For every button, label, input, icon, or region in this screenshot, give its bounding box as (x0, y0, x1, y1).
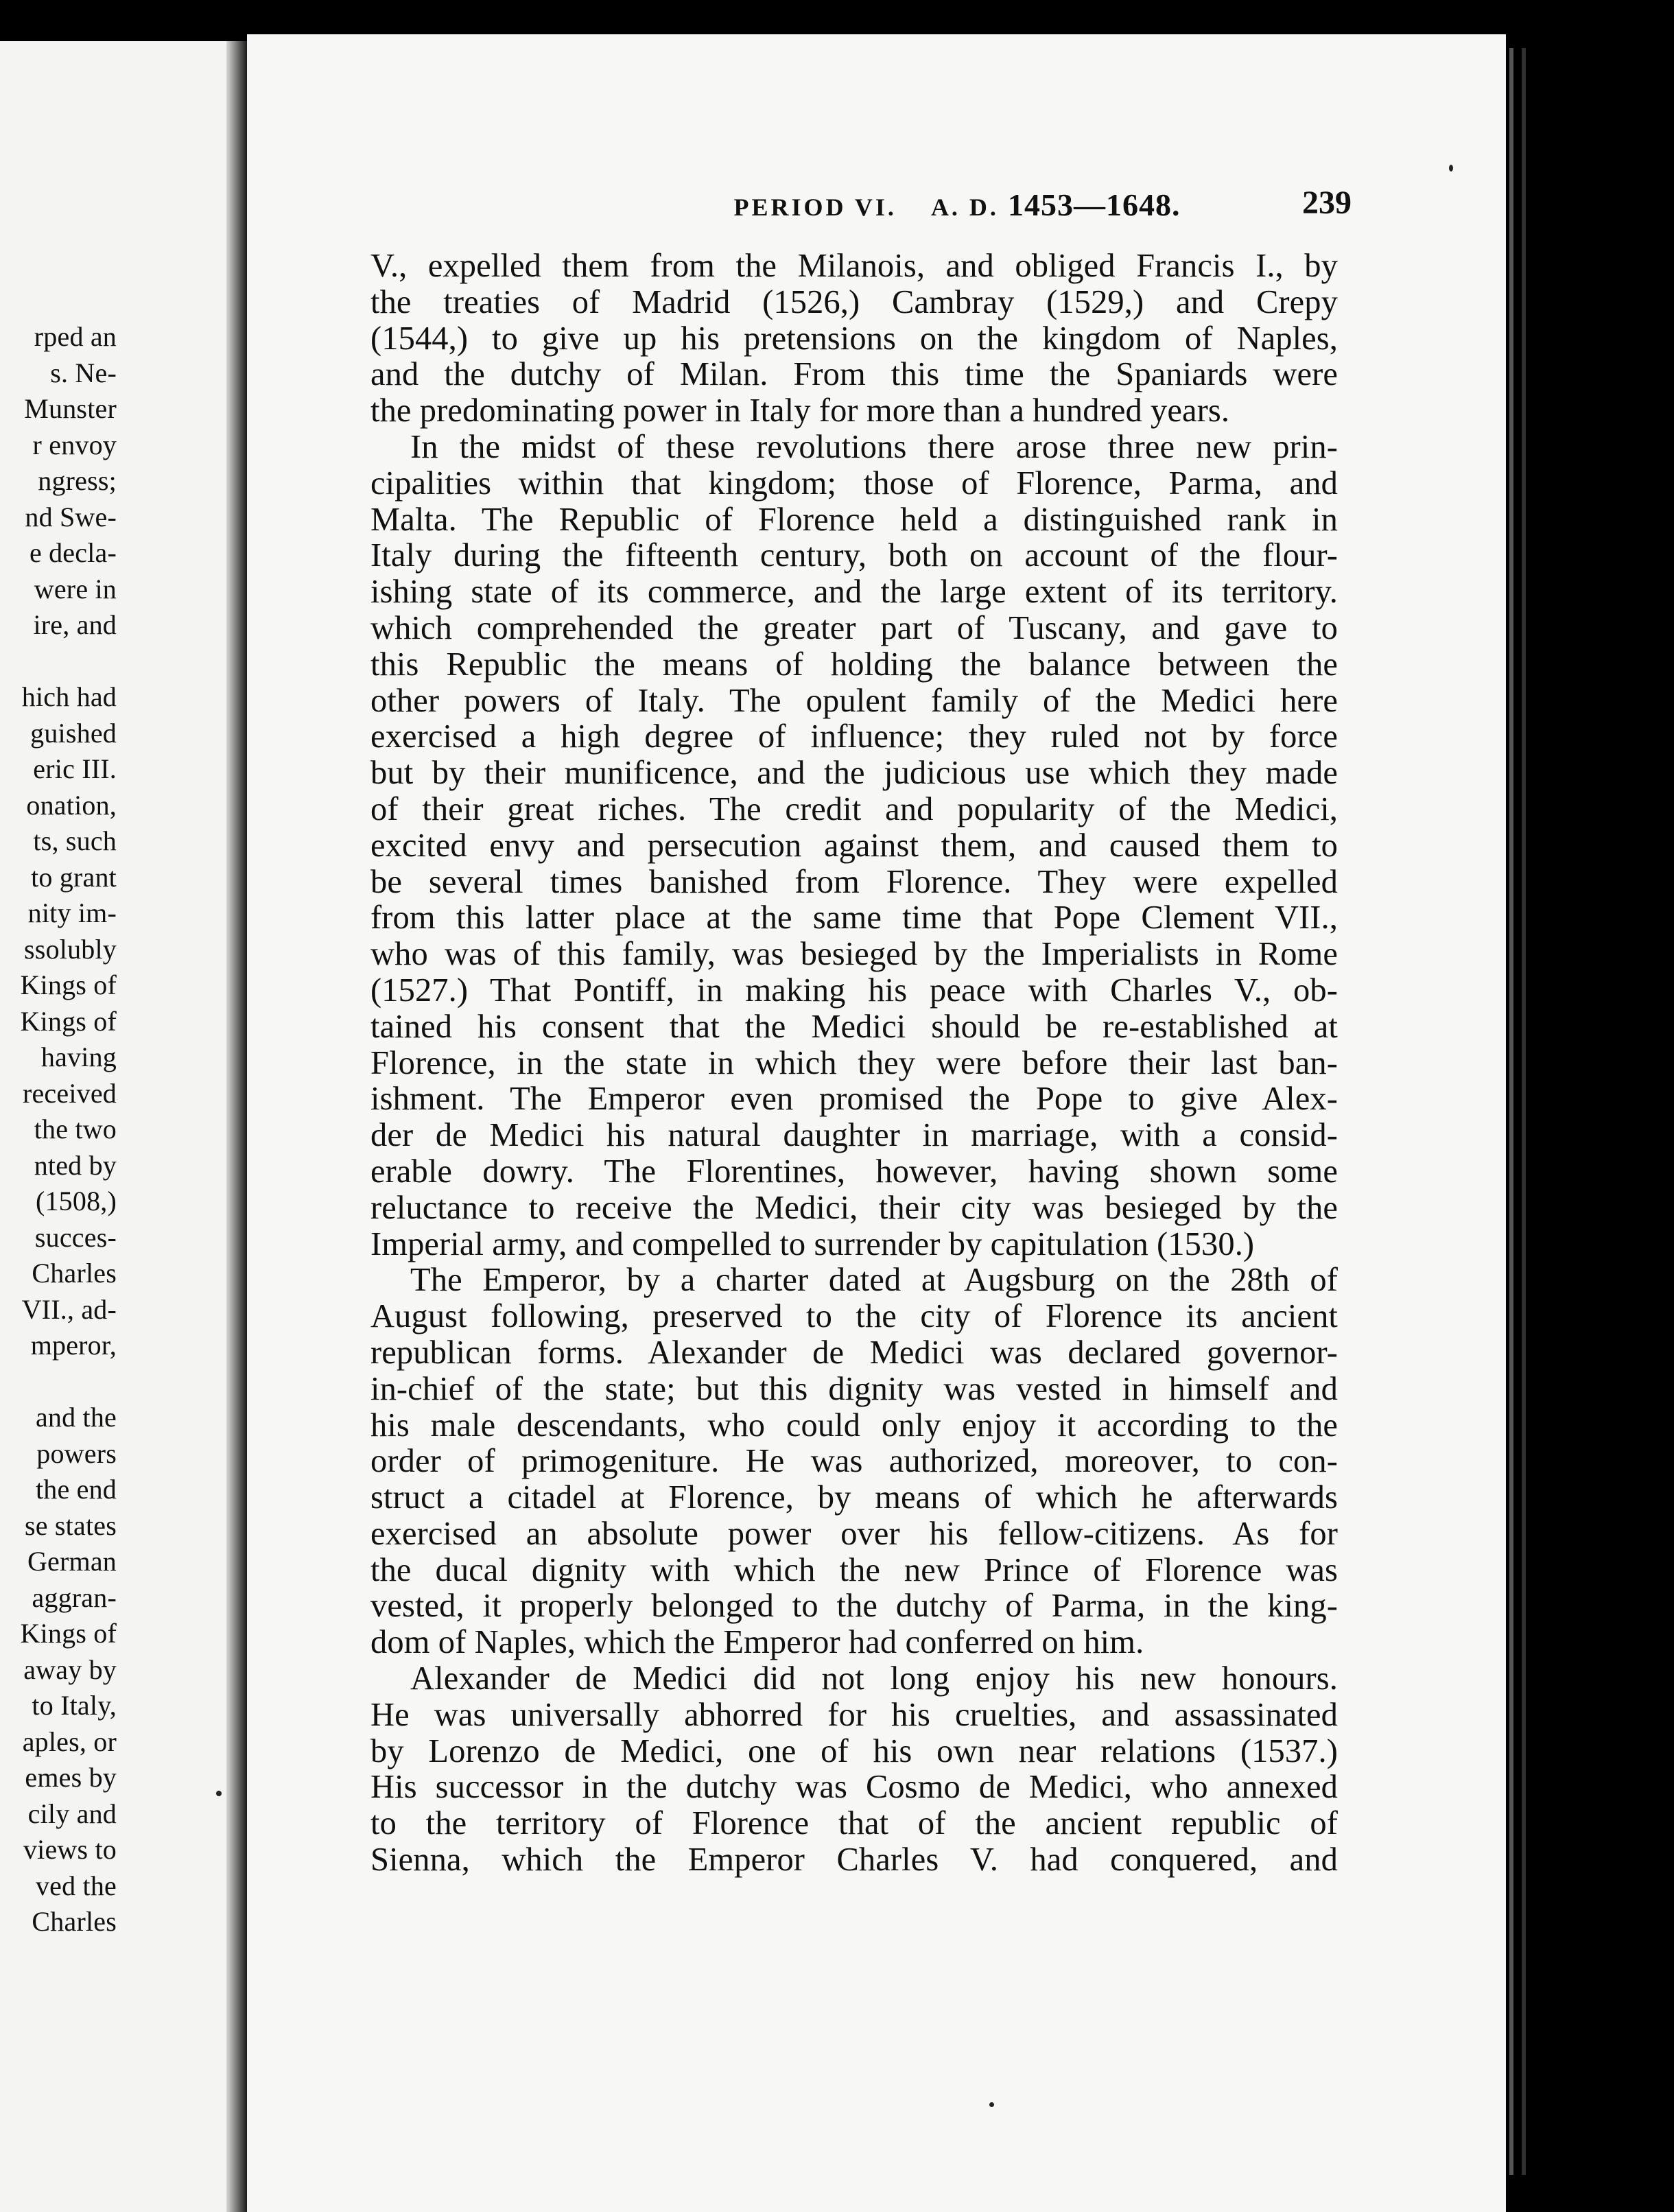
left-page-text (0, 319, 117, 1940)
left-page-line: nity im- (27, 897, 117, 928)
page-edge-line (1509, 48, 1513, 2175)
running-head-years: 1453—1648. (1007, 187, 1181, 222)
text-line: ishment. The Emperor even promised the Pope to give Alex- (370, 1081, 1338, 1118)
left-page-line: emes by (25, 1762, 117, 1793)
left-page-line: eric III. (33, 753, 117, 784)
left-page-line: onation, (26, 789, 117, 821)
left-page-line: se states (25, 1509, 117, 1541)
left-page-line: nd Swe- (25, 501, 117, 532)
left-page-line: ire, and (33, 609, 117, 640)
left-page-line: s. Ne- (50, 357, 117, 388)
text-line: to the territory of Florence that of the ancient republic of (370, 1805, 1338, 1842)
text-line: vested, it properly belonged to the dutchy of Parma, in the king- (370, 1588, 1338, 1625)
text-line: (1544,) to give up his pretensions on the kingdom of Naples, (370, 320, 1338, 357)
left-page-line: guished (30, 717, 117, 749)
book-gutter (226, 41, 247, 2212)
text-line: of their great riches. The credit and popularity of the Medici, (370, 790, 1338, 827)
left-facing-page (0, 41, 226, 2212)
left-page-line: hich had (21, 681, 117, 712)
text-line: exercised an absolute power over his fellow-citizens. As for (370, 1515, 1338, 1552)
text-line: the predominating power in Italy for more than a hundred years. (370, 392, 1230, 430)
left-page-line: ssolubly (24, 933, 117, 965)
text-line: exercised a high degree of influence; they ruled not by force (370, 718, 1338, 755)
text-line: but by their munificence, and the judicious use which they made (370, 755, 1338, 792)
page-edge (1506, 27, 1674, 2212)
text-line: erable dowry. The Florentines, however, having shown some (370, 1153, 1338, 1190)
text-line: republican forms. Alexander de Medici was declared governor- (370, 1334, 1338, 1371)
text-line: cipalities within that kingdom; those of Florence, Parma, and (370, 464, 1338, 502)
body-text (370, 248, 1338, 1879)
page-edge-line (1522, 48, 1526, 2175)
left-page-line: were in (34, 573, 117, 604)
left-page-line: Kings of (20, 969, 117, 1000)
text-line: Malta. The Republic of Florence held a distinguished rank in (370, 501, 1338, 538)
left-page-line: ts, such (33, 825, 117, 856)
text-line: which comprehended the greater part of Tuscany, and gave to (370, 609, 1338, 646)
left-page-line: succes- (34, 1221, 117, 1253)
text-line: the ducal dignity with which the new Prince of Florence was (370, 1551, 1338, 1588)
text-line: the treaties of Madrid (1526,) Cambray (1529,) and Crepy (370, 283, 1338, 320)
running-head-period: PERIOD VI. (733, 193, 897, 221)
left-page-line: and the (35, 1402, 117, 1433)
left-page-line: Kings of (20, 1618, 117, 1649)
text-line: Italy during the fifteenth century, both on account of the flour- (370, 537, 1338, 574)
left-page-line: cily and (27, 1798, 117, 1829)
left-page-line: away by (23, 1654, 117, 1685)
text-line: Florence, in the state in which they were before their last ban- (370, 1044, 1338, 1081)
left-page-line: received (22, 1077, 117, 1109)
text-line: by Lorenzo de Medici, one of his own near relations (1537.) (370, 1732, 1338, 1769)
text-line: tained his consent that the Medici should be re-established at (370, 1008, 1338, 1045)
left-page-line: to grant (31, 861, 117, 893)
left-page-line: aggran- (32, 1581, 117, 1613)
left-page-line: Charles (32, 1258, 117, 1289)
text-line: from this latter place at the same time that Pope Clement VII., (370, 899, 1338, 937)
text-line: who was of this family, was besieged by the Imperialists in Rome (370, 936, 1338, 973)
left-page-line: ngress; (38, 465, 117, 496)
text-line: in-chief of the state; but this dignity was vested in himself and (370, 1370, 1338, 1407)
left-page-line: mperor, (30, 1330, 117, 1361)
text-line: His successor in the dutchy was Cosmo de Medici, who annexed (370, 1769, 1338, 1806)
left-page-line: VII., ad- (21, 1293, 117, 1325)
text-line: order of primogeniture. He was authorized, moreover, to con- (370, 1443, 1338, 1480)
page-number: 239 (1302, 185, 1352, 221)
scan-speck (216, 1791, 222, 1796)
left-page-line: ved the (35, 1870, 117, 1901)
left-page-line (0, 1364, 117, 1400)
left-page-line: the two (34, 1114, 117, 1144)
left-page-line: powers (36, 1437, 117, 1469)
left-page-line: Munster (24, 393, 117, 424)
left-page-line (0, 644, 117, 680)
left-page-line: aples, or (22, 1726, 117, 1757)
left-page-line: (1508,) (35, 1186, 117, 1216)
running-head-era: A. D. (930, 193, 999, 221)
text-line: excited envy and persecution against them, and caused them to (370, 827, 1338, 864)
text-line: der de Medici his natural daughter in marriage, with a consid- (370, 1117, 1338, 1154)
left-page-line: to Italy, (32, 1690, 117, 1721)
left-page-line: r envoy (32, 429, 117, 460)
text-line: Sienna, which the Emperor Charles V. had conquered, and (370, 1842, 1338, 1879)
text-line: The Emperor, by a charter dated at Augsburg on the 28th of (410, 1262, 1338, 1299)
left-page-line: Charles (32, 1906, 117, 1937)
left-page-line: nted by (34, 1149, 117, 1181)
text-line: ishing state of its commerce, and the large extent of its territory. (370, 574, 1338, 611)
text-line: V., expelled them from the Milanois, and obliged Francis I., by (370, 248, 1338, 284)
text-line: be several times banished from Florence. They were expelled (370, 863, 1338, 900)
text-line: and the dutchy of Milan. From this time the Spaniards were (370, 356, 1338, 393)
running-head (614, 184, 1352, 226)
left-page-line: Kings of (20, 1005, 117, 1037)
text-line: August following, preserved to the city of Florence its ancient (370, 1298, 1338, 1335)
running-head-title (614, 187, 1300, 223)
text-line: this Republic the means of holding the balance between the (370, 646, 1338, 683)
left-page-line: having (40, 1042, 117, 1072)
scan-speck (989, 2102, 994, 2107)
text-line: Imperial army, and compelled to surrender by capitulation (1530.) (370, 1225, 1255, 1262)
text-line: In the midst of these revolutions there arose three new prin- (410, 428, 1338, 465)
left-page-line: German (27, 1546, 117, 1577)
text-line: Alexander de Medici did not long enjoy his new honours. (410, 1660, 1338, 1697)
text-line: other powers of Italy. The opulent family of the Medici here (370, 682, 1338, 719)
text-line: struct a citadel at Florence, by means of which he afterwards (370, 1479, 1338, 1516)
scan-speck (1449, 165, 1453, 172)
text-line: dom of Naples, which the Emperor had conferred on him. (370, 1624, 1144, 1661)
text-line: reluctance to receive the Medici, their city was besieged by the (370, 1189, 1338, 1226)
text-line: (1527.) That Pontiff, in making his peace with Charles V., ob- (370, 972, 1338, 1009)
left-page-line: the end (35, 1474, 117, 1505)
left-page-line: views to (23, 1834, 117, 1865)
text-line: his male descendants, who could only enjoy it according to the (370, 1407, 1338, 1444)
text-line: He was universally abhorred for his cruelties, and assassinated (370, 1696, 1338, 1733)
left-page-line: rped an (34, 321, 117, 352)
left-page-line: e decla- (29, 537, 117, 568)
